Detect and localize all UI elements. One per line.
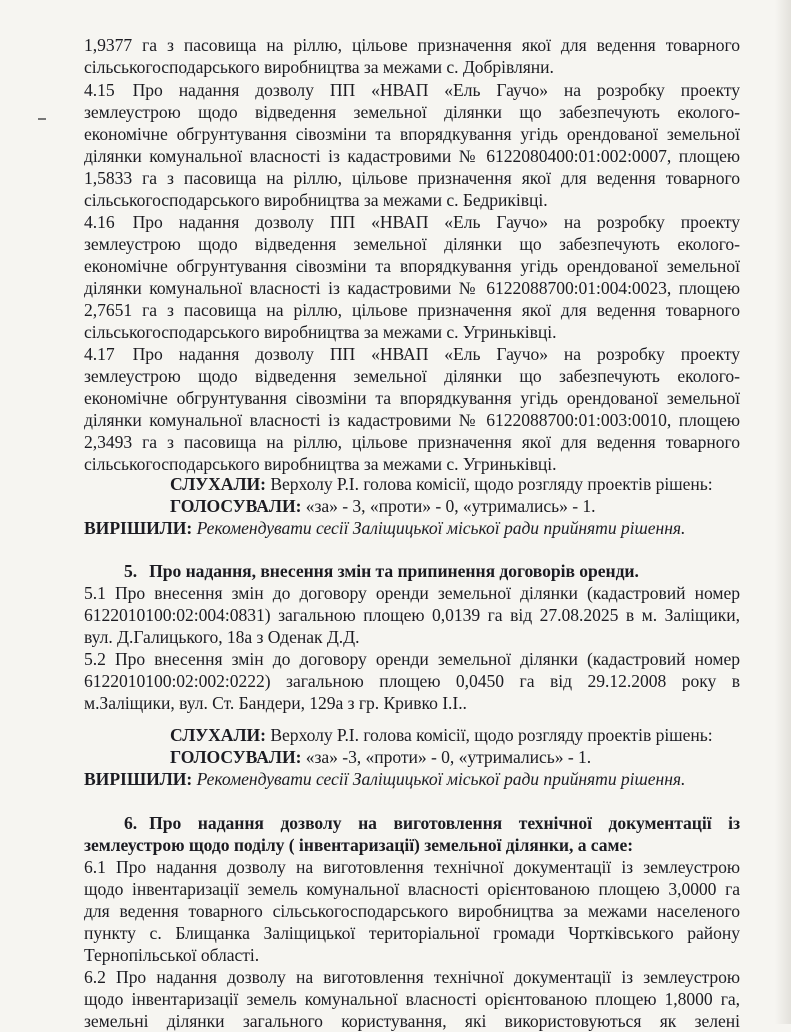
text-line: ділянки комунальної власності із кадастровими № 6122080400:01:002:0007, площею xyxy=(84,146,740,166)
voted-text: «за» -3, «проти» - 0, «утримались» - 1. xyxy=(301,747,592,767)
text-line: землеустрою щодо відведення земельної ділянки що забезпечують еколого- xyxy=(84,366,740,386)
text-line: 2,7651 га з пасовища на ріллю, цільове призначення якої для ведення товарного xyxy=(84,300,740,320)
text-line: 2,3493 га з пасовища на ріллю, цільове призначення якої для ведення товарного xyxy=(84,432,740,452)
text-line: 6.1 Про надання дозволу на виготовлення технічної документації із землеустрою xyxy=(84,857,740,877)
section-6-heading-cont xyxy=(84,834,633,856)
item-4-17-heading xyxy=(84,343,740,365)
section-title: Про надання, внесення змін та припинення договорів оренди. xyxy=(149,561,639,581)
section-number: 5. xyxy=(124,561,138,581)
text-line: щодо інвентаризації земель комунальної власності орієнтованою площею 1,8000 га, xyxy=(84,989,740,1009)
text-line: землеустрою щодо відведення земельної ділянки що забезпечують еколого- xyxy=(84,102,740,122)
voted-label: ГОЛОСУВАЛИ: xyxy=(170,747,302,767)
heard-line xyxy=(170,473,713,495)
item-number: 4.16 xyxy=(84,212,115,232)
decided-label: ВИРІШИЛИ: xyxy=(84,769,193,789)
heard-label: СЛУХАЛИ: xyxy=(170,725,266,745)
text-line: економічне обгрунтування сівозміни та впорядкування угідь орендованої земельної xyxy=(84,256,740,276)
text-line: сільськогосподарського виробництва за межами с. Добрівляни. xyxy=(84,57,554,77)
item-text: Про надання дозволу ПП «НВАП «Ель Гаучо» на розробку проекту xyxy=(132,80,740,100)
heard-text: Верхолу Р.І. голова комісії, щодо розгляду проектів рішень: xyxy=(265,474,713,494)
item-number: 4.15 xyxy=(84,80,115,100)
heard-text: Верхолу Р.І. голова комісії, щодо розгляду проектів рішень: xyxy=(265,725,713,745)
text-line: пункту с. Блищанка Заліщицької територіальної громади Чортківського району xyxy=(84,923,740,943)
scan-edge-shadow xyxy=(775,0,791,1024)
voted-line xyxy=(170,495,595,517)
text-line: ділянки комунальної власності із кадастровими № 6122088700:01:004:0023, площею xyxy=(84,278,740,298)
text-line: 5.2 Про внесення змін до договору оренди земельної ділянки (кадастровий номер xyxy=(84,649,740,669)
section-title: Про надання дозволу на виготовлення технічної документації із xyxy=(149,813,740,833)
text-line: економічне обгрунтування сівозміни та впорядкування угідь орендованої земельної xyxy=(84,124,740,144)
decided-text: Рекомендувати сесії Заліщицької міської ради прийняти рішення. xyxy=(192,769,686,789)
text-line: м.Заліщики, вул. Ст. Бандери, 129а з гр. Кривко І.І.. xyxy=(84,693,467,713)
text-line: для ведення товарного сільськогосподарського виробництва за межами населеного xyxy=(84,901,740,921)
item-4-16-heading xyxy=(84,211,740,233)
voted-label: ГОЛОСУВАЛИ: xyxy=(170,496,302,516)
section-number: 6. xyxy=(124,813,138,833)
section-title-cont: землеустрою щодо поділу ( інвентаризації) земельної ділянки, а саме: xyxy=(84,835,634,855)
heard-line xyxy=(170,724,713,746)
margin-mark xyxy=(38,118,46,120)
decided-line xyxy=(84,517,685,539)
text-line: земельні ділянки загального користування, які використовуються як зелені xyxy=(84,1011,740,1031)
heard-label: СЛУХАЛИ: xyxy=(170,474,266,494)
decided-label: ВИРІШИЛИ: xyxy=(84,518,193,538)
decided-text: Рекомендувати сесії Заліщицької міської ради прийняти рішення. xyxy=(192,518,686,538)
item-text: Про надання дозволу ПП «НВАП «Ель Гаучо» на розробку проекту xyxy=(132,212,740,232)
text-line: 1,9377 га з пасовища на ріллю, цільове призначення якої для ведення товарного xyxy=(84,35,740,55)
text-line: вул. Д.Галицького, 18а з Оденак Д.Д. xyxy=(84,627,360,647)
text-line: сільськогосподарського виробництва за межами с. Бедриківці. xyxy=(84,190,548,210)
text-line: економічне обгрунтування сівозміни та впорядкування угідь орендованої земельної xyxy=(84,388,740,408)
item-4-15-heading xyxy=(84,79,740,101)
text-line: щодо інвентаризації земель комунальної власності орієнтованою площею 3,0000 га xyxy=(84,879,740,899)
text-line: 6.2 Про надання дозволу на виготовлення технічної документації із землеустрою xyxy=(84,967,740,987)
voted-text: «за» - 3, «проти» - 0, «утримались» - 1. xyxy=(301,496,596,516)
text-line: 6122010100:02:002:0222) загальною площею 0,0450 га від 29.12.2008 року в xyxy=(84,671,740,691)
text-line: сільськогосподарського виробництва за межами с. Угриньківці. xyxy=(84,454,557,474)
item-text: Про надання дозволу ПП «НВАП «Ель Гаучо» на розробку проекту xyxy=(132,344,740,364)
text-line: 6122010100:02:004:0831) загальною площею 0,0139 га від 27.08.2025 в м. Заліщики, xyxy=(84,605,740,625)
section-5-heading xyxy=(124,560,639,582)
decided-line xyxy=(84,768,685,790)
voted-line xyxy=(170,746,591,768)
item-number: 4.17 xyxy=(84,344,115,364)
text-line: сільськогосподарського виробництва за межами с. Угриньківці. xyxy=(84,322,557,342)
text-line: 1,5833 га з пасовища на ріллю, цільове призначення якої для ведення товарного xyxy=(84,168,740,188)
text-line: землеустрою щодо відведення земельної ділянки що забезпечують еколого- xyxy=(84,234,740,254)
section-6-heading xyxy=(124,812,740,834)
text-line: Тернопільської області. xyxy=(84,945,260,965)
text-line: ділянки комунальної власності із кадастровими № 6122088700:01:003:0010, площею xyxy=(84,410,740,430)
text-line: 5.1 Про внесення змін до договору оренди земельної ділянки (кадастровий номер xyxy=(84,583,740,603)
